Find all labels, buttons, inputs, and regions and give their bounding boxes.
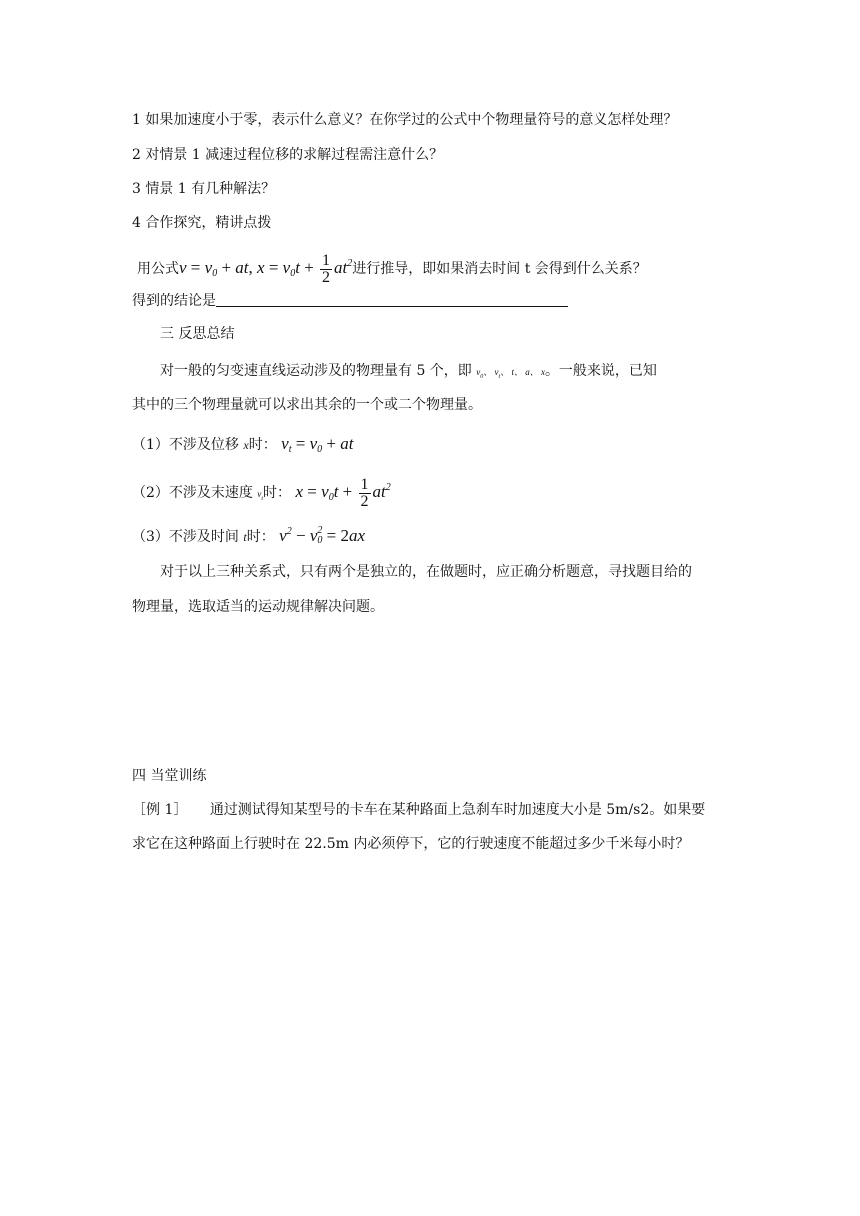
formula-combined: $v = v_0$ + at, $x = v_0t$ + $\frac{1}{2}$ $at^2$ [179, 251, 353, 286]
summary-line-1 [160, 361, 657, 387]
summary-line-2: 其中的三个物理量就可以求出其余的一个或二个物理量。 [132, 397, 482, 413]
derivation-prefix: 用公式 [137, 261, 179, 277]
derivation-suffix: 进行推导，即如果消去时间 t 会得到什么关系？ [352, 261, 647, 277]
section-3-title: 三 反思总结 [160, 326, 235, 342]
question-4: 4 合作探究，精讲点拨 [132, 215, 272, 231]
conclusion-line [132, 291, 568, 311]
example-label: ［例 1］ [132, 802, 188, 818]
case-1-mid: 时： [248, 437, 277, 453]
case-1-var: x [243, 438, 249, 452]
var-list: $v_0$、 $v_t$、 t、 a、 x [476, 367, 545, 380]
case-2-mid: 时： [263, 485, 292, 501]
case-2-label: （2）不涉及末速度 [132, 485, 253, 501]
question-2: 2 对情景 1 减速过程位移的求解过程需注意什么？ [132, 147, 444, 163]
question-3: 3 情景 1 有几种解法？ [132, 181, 276, 197]
case-2 [132, 466, 391, 510]
case-3-mid: 时： [246, 529, 275, 545]
closing-line-1: 对于以上三种关系式，只有两个是独立的，在做题时，应正确分析题意，寻找题目给的 [160, 564, 692, 580]
example-text-a: 通过测试得知某型号的卡车在某种路面上急刹车时加速度大小是 5m/s2。如果要 [209, 802, 706, 818]
conclusion-blank [216, 292, 568, 307]
summary-text-b: 。一般来说，已知 [544, 363, 657, 379]
closing-line-2: 物理量，选取适当的运动规律解决问题。 [132, 599, 384, 615]
case-2-var: $v_t$ [257, 489, 264, 502]
formula-velocity-displacement: $v^2 - v$ 2 0 = 2ax [279, 525, 365, 546]
case-3 [132, 520, 365, 544]
formula-velocity-time: $v_t = v_0$ + at [281, 434, 354, 455]
section-4-title: 四 当堂训练 [132, 768, 207, 784]
case-3-label: （3）不涉及时间 [132, 529, 239, 545]
case-1-label: （1）不涉及位移 [132, 437, 239, 453]
conclusion-label: 得到的结论是 [132, 293, 216, 309]
question-1: 1 如果加速度小于零，表示什么意义？在你学过的公式中个物理量符号的意义怎样处理？ [132, 112, 678, 128]
example-line-1 [132, 800, 705, 820]
summary-text-a: 对一般的匀变速直线运动涉及的物理量有 5 个，即 [160, 363, 472, 379]
example-line-2: 求它在这种路面上行驶时在 22.5m 内必须停下，它的行驶速度不能超过多少千米每小时？ [132, 836, 690, 852]
case-1 [132, 432, 353, 456]
case-3-var: t [243, 530, 247, 544]
formula-displacement-time: $x = v_0t$ + $\frac{1}{2}$ $at^2$ [295, 475, 391, 510]
derivation-line [137, 244, 647, 284]
